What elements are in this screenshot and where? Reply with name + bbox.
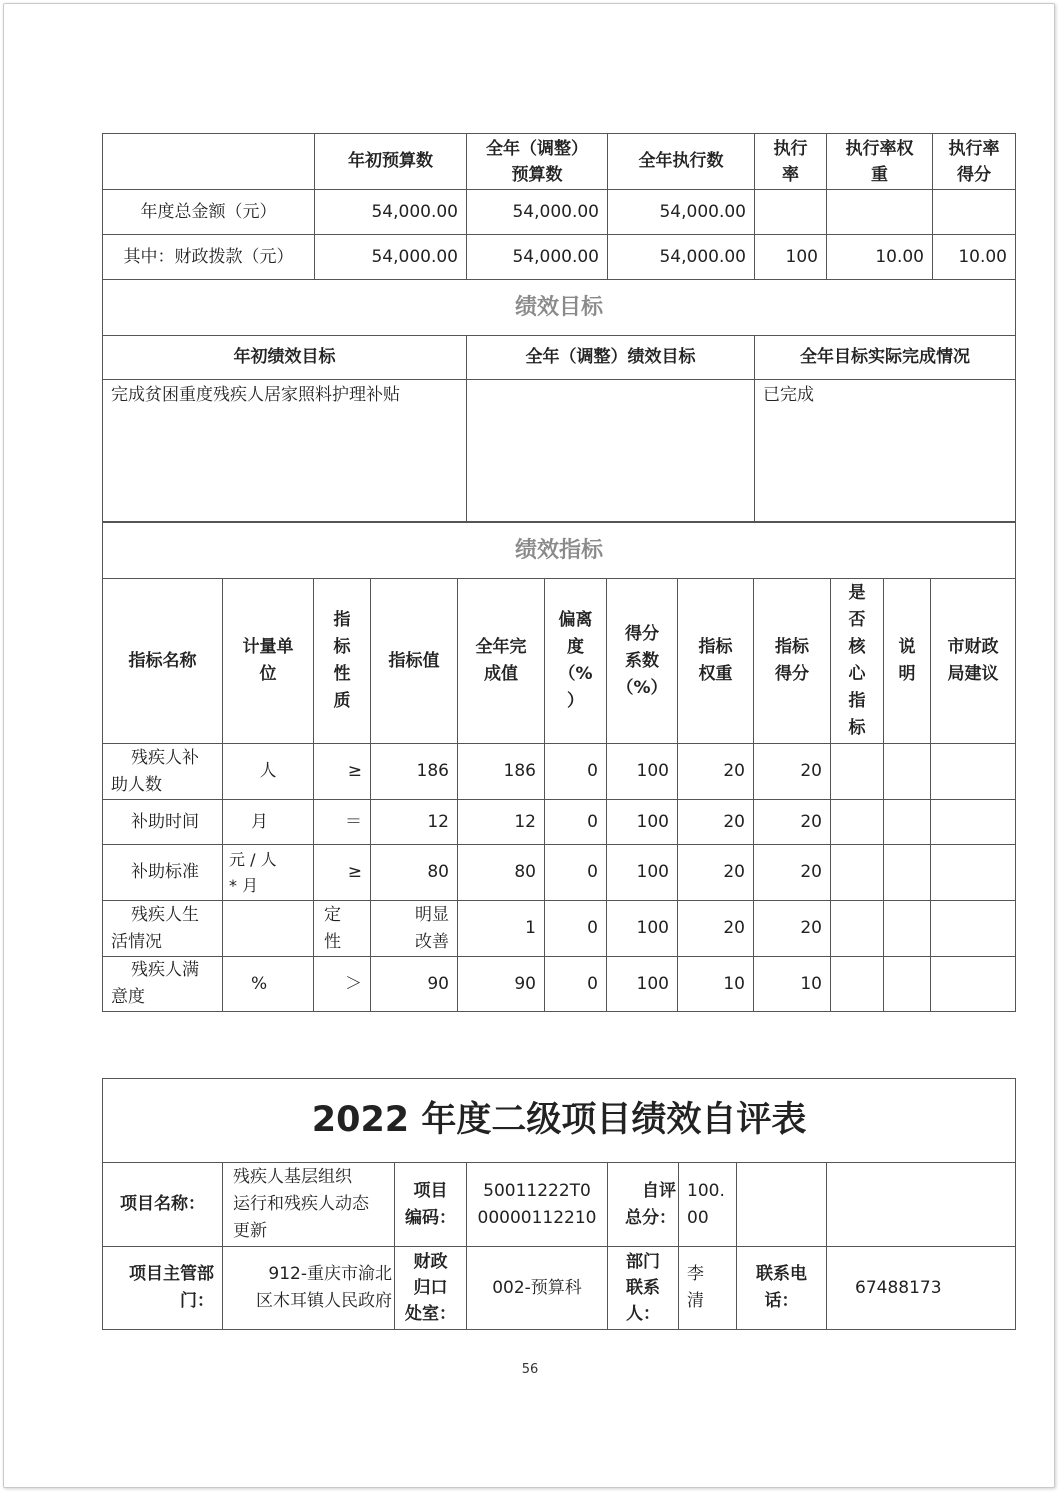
- indicator-weight: 20: [678, 845, 754, 901]
- self-score-value: 100. 00: [679, 1163, 737, 1247]
- row-label: 年度总金额（元）: [103, 190, 315, 235]
- dept-value: 912-重庆市渝北 区木耳镇人民政府: [223, 1247, 395, 1330]
- header-executed: 全年执行数: [608, 134, 755, 190]
- header-adjusted-budget: 全年（调整） 预算数: [467, 134, 608, 190]
- indicator-unit: [223, 901, 314, 957]
- project-name-label: 项目名称：: [103, 1163, 223, 1247]
- section-title-indicators: 绩效指标: [103, 522, 1016, 579]
- indicator-advice: [931, 845, 1016, 901]
- project-name-value: 残疾人基层组织 运行和残疾人动态 更新: [223, 1163, 395, 1247]
- cell-score: [933, 190, 1016, 235]
- indicator-score: 20: [754, 901, 831, 957]
- table-row: [103, 957, 1016, 1012]
- header-indicator-weight: 指标 权重: [678, 579, 754, 744]
- indicator-core: [831, 845, 884, 901]
- table-row: [103, 744, 1016, 800]
- cell-adjusted: 54,000.00: [467, 190, 608, 235]
- indicator-name: 残疾人补 助人数: [103, 744, 223, 800]
- indicator-coef: 100: [607, 744, 678, 800]
- indicator-coef: 100: [607, 957, 678, 1012]
- indicator-core: [831, 744, 884, 800]
- header-advice: 市财政 局建议: [931, 579, 1016, 744]
- cell-initial: 54,000.00: [315, 190, 467, 235]
- indicator-note: [884, 901, 931, 957]
- page-number: 56: [521, 1362, 539, 1377]
- indicator-nature: ＝: [314, 800, 371, 845]
- indicator-score: 10: [754, 957, 831, 1012]
- header-rate-weight: 执行率权 重: [827, 134, 933, 190]
- indicator-advice: [931, 901, 1016, 957]
- indicator-core: [831, 800, 884, 845]
- header-initial-budget: 年初预算数: [315, 134, 467, 190]
- indicator-actual: 1: [458, 901, 545, 957]
- indicator-advice: [931, 744, 1016, 800]
- initial-goal-text: 完成贫困重度残疾人居家照料护理补贴: [103, 380, 467, 523]
- indicator-nature: 定 性: [314, 901, 371, 957]
- table-row: [103, 800, 1016, 845]
- indicator-value: 186: [371, 744, 458, 800]
- header-actual-value: 全年完 成值: [458, 579, 545, 744]
- indicator-deviation: 0: [545, 744, 607, 800]
- cell-executed: 54,000.00: [608, 190, 755, 235]
- header-initial-goal: 年初绩效目标: [103, 336, 467, 380]
- indicator-name: 补助时间: [103, 800, 223, 845]
- header-adjusted-goal: 全年（调整）绩效目标: [467, 336, 755, 380]
- indicator-coef: 100: [607, 845, 678, 901]
- indicator-note: [884, 744, 931, 800]
- phone-label: 联系电 话：: [737, 1247, 827, 1330]
- cell-weight: [827, 190, 933, 235]
- indicator-weight: 20: [678, 744, 754, 800]
- budget-table: [102, 133, 1016, 523]
- indicator-advice: [931, 800, 1016, 845]
- indicator-value: 90: [371, 957, 458, 1012]
- indicator-deviation: 0: [545, 957, 607, 1012]
- indicator-actual: 186: [458, 744, 545, 800]
- indicator-actual: 80: [458, 845, 545, 901]
- cell-executed: 54,000.00: [608, 235, 755, 280]
- blank-cell: [737, 1163, 827, 1247]
- header-indicator-name: 指标名称: [103, 579, 223, 744]
- indicator-deviation: 0: [545, 800, 607, 845]
- indicator-value: 明显 改善: [371, 901, 458, 957]
- header-actual-completion: 全年目标实际完成情况: [755, 336, 1016, 380]
- indicator-weight: 20: [678, 901, 754, 957]
- indicators-table: [102, 521, 1016, 1012]
- finance-office-value: 002-预算科: [467, 1247, 608, 1330]
- project-code-value: 50011222T0 00000112210: [467, 1163, 608, 1247]
- cell-weight: 10.00: [827, 235, 933, 280]
- indicator-actual: 12: [458, 800, 545, 845]
- indicator-score: 20: [754, 845, 831, 901]
- indicator-core: [831, 957, 884, 1012]
- indicator-note: [884, 957, 931, 1012]
- self-score-label: 自评 总分：: [608, 1163, 679, 1247]
- indicator-unit: 元 / 人 * 月: [223, 845, 314, 901]
- table-row: [103, 845, 1016, 901]
- indicator-weight: 10: [678, 957, 754, 1012]
- header-blank: [103, 134, 315, 190]
- phone-value: 67488173: [827, 1247, 1016, 1330]
- indicator-nature: ≥: [314, 744, 371, 800]
- table-row: [103, 235, 1016, 280]
- cell-initial: 54,000.00: [315, 235, 467, 280]
- form-title: 2022 年度二级项目绩效自评表: [103, 1079, 1016, 1163]
- header-target-value: 指标值: [371, 579, 458, 744]
- indicator-nature: ＞: [314, 957, 371, 1012]
- header-score-coef: 得分 系数 （%）: [607, 579, 678, 744]
- indicator-name: 残疾人满 意度: [103, 957, 223, 1012]
- blank-cell: [827, 1163, 1016, 1247]
- indicator-unit: 人: [223, 744, 314, 800]
- indicator-note: [884, 845, 931, 901]
- header-execution-rate: 执行 率: [755, 134, 827, 190]
- cell-score: 10.00: [933, 235, 1016, 280]
- indicator-deviation: 0: [545, 845, 607, 901]
- indicator-score: 20: [754, 744, 831, 800]
- dept-label: 项目主管部 门：: [103, 1247, 223, 1330]
- header-note: 说 明: [884, 579, 931, 744]
- indicator-name: 残疾人生 活情况: [103, 901, 223, 957]
- header-deviation: 偏离 度 （% ）: [545, 579, 607, 744]
- indicator-name: 补助标准: [103, 845, 223, 901]
- indicator-nature: ≥: [314, 845, 371, 901]
- indicator-unit: %: [223, 957, 314, 1012]
- cell-rate: 100: [755, 235, 827, 280]
- indicator-core: [831, 901, 884, 957]
- table-row: [103, 190, 1016, 235]
- indicator-actual: 90: [458, 957, 545, 1012]
- actual-completion-text: 已完成: [755, 380, 1016, 523]
- adjusted-goal-text: [467, 380, 755, 523]
- indicator-deviation: 0: [545, 901, 607, 957]
- indicator-value: 12: [371, 800, 458, 845]
- eval-form-table: [102, 1078, 1016, 1330]
- row-label: 其中：财政拨款（元）: [103, 235, 315, 280]
- indicator-coef: 100: [607, 800, 678, 845]
- cell-adjusted: 54,000.00: [467, 235, 608, 280]
- indicator-advice: [931, 957, 1016, 1012]
- indicator-score: 20: [754, 800, 831, 845]
- indicator-note: [884, 800, 931, 845]
- contact-value: 李 清: [679, 1247, 737, 1330]
- indicator-value: 80: [371, 845, 458, 901]
- table-row: [103, 901, 1016, 957]
- section-title-goals: 绩效目标: [103, 280, 1016, 336]
- header-core-indicator: 是 否 核 心 指 标: [831, 579, 884, 744]
- header-unit: 计量单 位: [223, 579, 314, 744]
- cell-rate: [755, 190, 827, 235]
- indicator-unit: 月: [223, 800, 314, 845]
- indicator-weight: 20: [678, 800, 754, 845]
- finance-office-label: 财政 归口 处室：: [395, 1247, 467, 1330]
- header-nature: 指 标 性 质: [314, 579, 371, 744]
- indicator-coef: 100: [607, 901, 678, 957]
- contact-label: 部门 联系 人：: [608, 1247, 679, 1330]
- header-indicator-score: 指标 得分: [754, 579, 831, 744]
- header-rate-score: 执行率 得分: [933, 134, 1016, 190]
- project-code-label: 项目 编码：: [395, 1163, 467, 1247]
